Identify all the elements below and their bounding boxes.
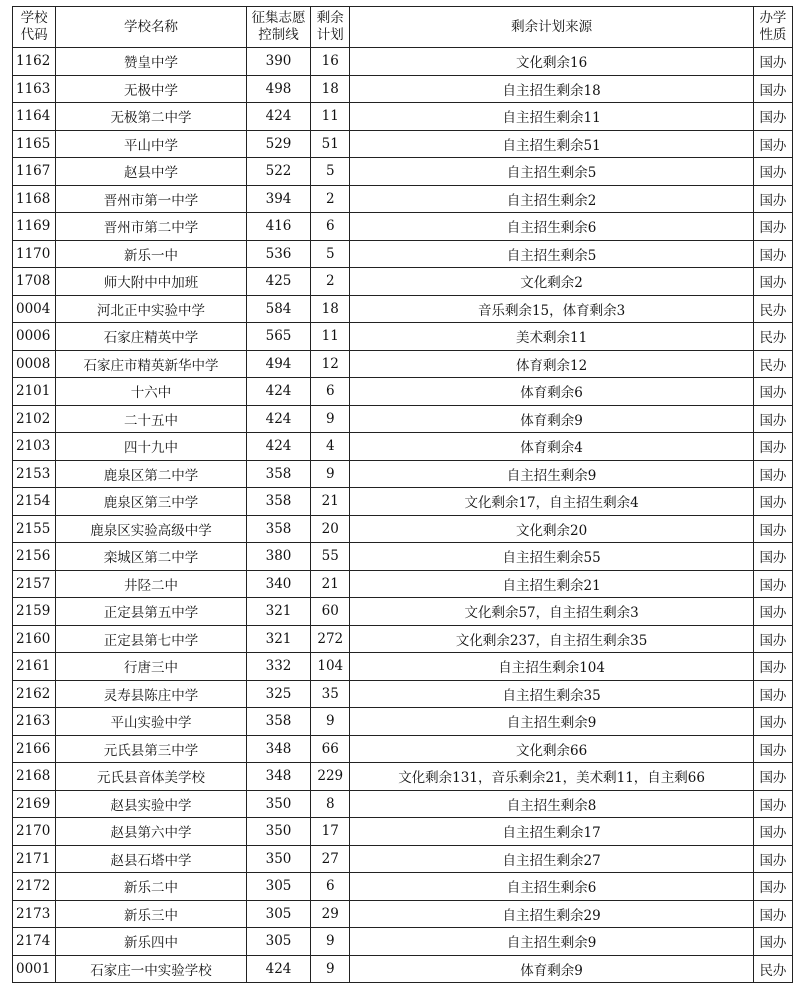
cell-school-type: 国办 bbox=[753, 653, 792, 681]
admission-plan-table bbox=[12, 6, 793, 983]
cell-school-code: 2160 bbox=[13, 625, 56, 653]
table-row bbox=[13, 515, 793, 543]
table-row bbox=[13, 405, 793, 433]
header-line: 计划 bbox=[316, 27, 344, 43]
cell-control-line: 348 bbox=[246, 763, 310, 791]
header-school-name bbox=[56, 7, 247, 48]
table-row bbox=[13, 240, 793, 268]
cell-school-type: 国办 bbox=[753, 433, 792, 461]
cell-remaining-plan: 35 bbox=[311, 680, 350, 708]
table-header bbox=[13, 7, 793, 48]
table-row bbox=[13, 625, 793, 653]
table-row bbox=[13, 103, 793, 131]
cell-remaining-plan: 55 bbox=[311, 543, 350, 571]
cell-school-code: 2173 bbox=[13, 900, 56, 928]
cell-remaining-plan: 21 bbox=[311, 488, 350, 516]
cell-school-name: 正定县第五中学 bbox=[56, 598, 247, 626]
cell-school-name: 新乐二中 bbox=[56, 873, 247, 901]
cell-plan-source: 自主招生剩余35 bbox=[350, 680, 754, 708]
cell-control-line: 390 bbox=[246, 48, 310, 76]
cell-school-name: 新乐三中 bbox=[56, 900, 247, 928]
cell-remaining-plan: 5 bbox=[311, 240, 350, 268]
cell-school-type: 民办 bbox=[753, 955, 792, 983]
header-line: 剩余 bbox=[316, 10, 344, 26]
table-row bbox=[13, 48, 793, 76]
cell-school-type: 国办 bbox=[753, 405, 792, 433]
cell-school-name: 赵县实验中学 bbox=[56, 790, 247, 818]
table-row bbox=[13, 735, 793, 763]
cell-school-code: 0001 bbox=[13, 955, 56, 983]
header-line: 控制线 bbox=[258, 27, 299, 43]
cell-plan-source: 美术剩余11 bbox=[350, 323, 754, 351]
table-row bbox=[13, 295, 793, 323]
cell-control-line: 321 bbox=[246, 625, 310, 653]
table-row bbox=[13, 845, 793, 873]
cell-control-line: 424 bbox=[246, 378, 310, 406]
cell-remaining-plan: 6 bbox=[311, 213, 350, 241]
cell-school-type: 民办 bbox=[753, 295, 792, 323]
table-row bbox=[13, 460, 793, 488]
cell-school-type: 国办 bbox=[753, 928, 792, 956]
cell-plan-source: 文化剩余66 bbox=[350, 735, 754, 763]
cell-plan-source: 文化剩余57，自主招生剩余3 bbox=[350, 598, 754, 626]
cell-plan-source: 自主招生剩余18 bbox=[350, 75, 754, 103]
table-row bbox=[13, 928, 793, 956]
cell-school-name: 元氏县第三中学 bbox=[56, 735, 247, 763]
cell-school-name: 新乐四中 bbox=[56, 928, 247, 956]
table-row bbox=[13, 598, 793, 626]
cell-remaining-plan: 2 bbox=[311, 185, 350, 213]
cell-control-line: 332 bbox=[246, 653, 310, 681]
table-row bbox=[13, 378, 793, 406]
cell-school-type: 国办 bbox=[753, 460, 792, 488]
cell-control-line: 529 bbox=[246, 130, 310, 158]
cell-control-line: 358 bbox=[246, 708, 310, 736]
cell-plan-source: 文化剩余16 bbox=[350, 48, 754, 76]
cell-school-code: 1169 bbox=[13, 213, 56, 241]
cell-control-line: 380 bbox=[246, 543, 310, 571]
table-row bbox=[13, 818, 793, 846]
cell-school-type: 国办 bbox=[753, 845, 792, 873]
table-row bbox=[13, 543, 793, 571]
cell-school-name: 四十九中 bbox=[56, 433, 247, 461]
table-row bbox=[13, 185, 793, 213]
cell-school-code: 1163 bbox=[13, 75, 56, 103]
cell-school-code: 2102 bbox=[13, 405, 56, 433]
cell-school-name: 石家庄一中实验学校 bbox=[56, 955, 247, 983]
cell-remaining-plan: 229 bbox=[311, 763, 350, 791]
cell-school-code: 2174 bbox=[13, 928, 56, 956]
cell-remaining-plan: 29 bbox=[311, 900, 350, 928]
cell-remaining-plan: 8 bbox=[311, 790, 350, 818]
table-row bbox=[13, 708, 793, 736]
cell-school-type: 国办 bbox=[753, 625, 792, 653]
cell-plan-source: 自主招生剩余2 bbox=[350, 185, 754, 213]
cell-school-code: 2163 bbox=[13, 708, 56, 736]
cell-remaining-plan: 12 bbox=[311, 350, 350, 378]
cell-remaining-plan: 6 bbox=[311, 873, 350, 901]
cell-remaining-plan: 5 bbox=[311, 158, 350, 186]
cell-school-type: 国办 bbox=[753, 103, 792, 131]
table-row bbox=[13, 763, 793, 791]
cell-school-code: 2169 bbox=[13, 790, 56, 818]
cell-control-line: 424 bbox=[246, 103, 310, 131]
header-line: 性质 bbox=[759, 27, 787, 43]
cell-school-type: 国办 bbox=[753, 543, 792, 571]
cell-plan-source: 自主招生剩余8 bbox=[350, 790, 754, 818]
table-row bbox=[13, 130, 793, 158]
table-row bbox=[13, 158, 793, 186]
cell-control-line: 348 bbox=[246, 735, 310, 763]
cell-remaining-plan: 9 bbox=[311, 955, 350, 983]
cell-school-name: 十六中 bbox=[56, 378, 247, 406]
cell-school-name: 行唐三中 bbox=[56, 653, 247, 681]
cell-plan-source: 体育剩余9 bbox=[350, 955, 754, 983]
table-row bbox=[13, 790, 793, 818]
cell-school-name: 元氏县音体美学校 bbox=[56, 763, 247, 791]
cell-school-name: 河北正中实验中学 bbox=[56, 295, 247, 323]
table-body bbox=[13, 48, 793, 983]
cell-control-line: 305 bbox=[246, 900, 310, 928]
cell-plan-source: 自主招生剩余6 bbox=[350, 873, 754, 901]
table-row bbox=[13, 213, 793, 241]
cell-school-code: 2171 bbox=[13, 845, 56, 873]
cell-remaining-plan: 104 bbox=[311, 653, 350, 681]
cell-remaining-plan: 20 bbox=[311, 515, 350, 543]
cell-school-name: 赵县中学 bbox=[56, 158, 247, 186]
cell-school-type: 国办 bbox=[753, 735, 792, 763]
table-row bbox=[13, 955, 793, 983]
cell-school-code: 2166 bbox=[13, 735, 56, 763]
cell-remaining-plan: 9 bbox=[311, 460, 350, 488]
cell-control-line: 565 bbox=[246, 323, 310, 351]
cell-control-line: 394 bbox=[246, 185, 310, 213]
cell-school-type: 国办 bbox=[753, 488, 792, 516]
cell-school-code: 2159 bbox=[13, 598, 56, 626]
cell-plan-source: 体育剩余4 bbox=[350, 433, 754, 461]
cell-school-name: 栾城区第二中学 bbox=[56, 543, 247, 571]
table-row bbox=[13, 488, 793, 516]
cell-control-line: 416 bbox=[246, 213, 310, 241]
cell-control-line: 522 bbox=[246, 158, 310, 186]
cell-control-line: 305 bbox=[246, 928, 310, 956]
cell-school-type: 民办 bbox=[753, 323, 792, 351]
cell-control-line: 494 bbox=[246, 350, 310, 378]
table-row bbox=[13, 900, 793, 928]
cell-school-name: 新乐一中 bbox=[56, 240, 247, 268]
cell-school-name: 师大附中中加班 bbox=[56, 268, 247, 296]
cell-plan-source: 自主招生剩余17 bbox=[350, 818, 754, 846]
cell-control-line: 358 bbox=[246, 488, 310, 516]
table-row bbox=[13, 433, 793, 461]
table-row bbox=[13, 268, 793, 296]
table-row bbox=[13, 653, 793, 681]
cell-school-code: 1708 bbox=[13, 268, 56, 296]
cell-remaining-plan: 11 bbox=[311, 323, 350, 351]
cell-school-type: 国办 bbox=[753, 570, 792, 598]
header-line: 代码 bbox=[20, 27, 48, 43]
cell-school-code: 1162 bbox=[13, 48, 56, 76]
cell-school-code: 2153 bbox=[13, 460, 56, 488]
cell-school-name: 赵县石塔中学 bbox=[56, 845, 247, 873]
cell-plan-source: 自主招生剩余21 bbox=[350, 570, 754, 598]
header-school-type bbox=[753, 7, 792, 48]
header-control-line bbox=[246, 7, 310, 48]
cell-school-type: 国办 bbox=[753, 680, 792, 708]
cell-remaining-plan: 18 bbox=[311, 75, 350, 103]
cell-plan-source: 自主招生剩余104 bbox=[350, 653, 754, 681]
header-line: 学校 bbox=[20, 10, 48, 26]
cell-school-type: 国办 bbox=[753, 130, 792, 158]
cell-plan-source: 文化剩余131，音乐剩余21，美术剩11，自主剩66 bbox=[350, 763, 754, 791]
cell-plan-source: 自主招生剩余5 bbox=[350, 158, 754, 186]
cell-school-code: 2101 bbox=[13, 378, 56, 406]
cell-school-code: 2170 bbox=[13, 818, 56, 846]
cell-remaining-plan: 18 bbox=[311, 295, 350, 323]
cell-school-type: 国办 bbox=[753, 213, 792, 241]
cell-remaining-plan: 60 bbox=[311, 598, 350, 626]
cell-control-line: 424 bbox=[246, 405, 310, 433]
cell-plan-source: 体育剩余6 bbox=[350, 378, 754, 406]
cell-control-line: 325 bbox=[246, 680, 310, 708]
cell-plan-source: 自主招生剩余9 bbox=[350, 460, 754, 488]
cell-remaining-plan: 51 bbox=[311, 130, 350, 158]
cell-plan-source: 音乐剩余15，体育剩余3 bbox=[350, 295, 754, 323]
cell-plan-source: 文化剩余17，自主招生剩余4 bbox=[350, 488, 754, 516]
cell-control-line: 350 bbox=[246, 790, 310, 818]
cell-school-code: 1168 bbox=[13, 185, 56, 213]
cell-plan-source: 自主招生剩余29 bbox=[350, 900, 754, 928]
cell-school-name: 二十五中 bbox=[56, 405, 247, 433]
cell-plan-source: 体育剩余9 bbox=[350, 405, 754, 433]
cell-school-code: 2161 bbox=[13, 653, 56, 681]
cell-remaining-plan: 4 bbox=[311, 433, 350, 461]
table-row bbox=[13, 680, 793, 708]
cell-school-type: 国办 bbox=[753, 598, 792, 626]
cell-plan-source: 自主招生剩余55 bbox=[350, 543, 754, 571]
header-line: 剩余计划来源 bbox=[511, 18, 593, 35]
header-line: 征集志愿 bbox=[251, 10, 306, 26]
cell-school-type: 国办 bbox=[753, 818, 792, 846]
cell-school-name: 鹿泉区第二中学 bbox=[56, 460, 247, 488]
cell-school-code: 2168 bbox=[13, 763, 56, 791]
cell-remaining-plan: 9 bbox=[311, 405, 350, 433]
cell-plan-source: 自主招生剩余9 bbox=[350, 708, 754, 736]
cell-control-line: 350 bbox=[246, 845, 310, 873]
cell-school-code: 2157 bbox=[13, 570, 56, 598]
cell-school-type: 国办 bbox=[753, 378, 792, 406]
cell-school-name: 正定县第七中学 bbox=[56, 625, 247, 653]
cell-control-line: 340 bbox=[246, 570, 310, 598]
cell-remaining-plan: 16 bbox=[311, 48, 350, 76]
cell-school-type: 国办 bbox=[753, 185, 792, 213]
cell-remaining-plan: 2 bbox=[311, 268, 350, 296]
cell-school-name: 晋州市第二中学 bbox=[56, 213, 247, 241]
cell-school-code: 0006 bbox=[13, 323, 56, 351]
cell-control-line: 358 bbox=[246, 515, 310, 543]
cell-school-name: 石家庄精英中学 bbox=[56, 323, 247, 351]
cell-school-code: 0008 bbox=[13, 350, 56, 378]
cell-control-line: 584 bbox=[246, 295, 310, 323]
cell-school-type: 国办 bbox=[753, 240, 792, 268]
cell-school-name: 平山中学 bbox=[56, 130, 247, 158]
cell-school-code: 2162 bbox=[13, 680, 56, 708]
cell-remaining-plan: 6 bbox=[311, 378, 350, 406]
header-row bbox=[13, 7, 793, 48]
table-row bbox=[13, 350, 793, 378]
cell-plan-source: 文化剩余2 bbox=[350, 268, 754, 296]
table-row bbox=[13, 75, 793, 103]
cell-school-type: 国办 bbox=[753, 790, 792, 818]
cell-remaining-plan: 272 bbox=[311, 625, 350, 653]
cell-school-code: 2154 bbox=[13, 488, 56, 516]
table-row bbox=[13, 323, 793, 351]
cell-remaining-plan: 66 bbox=[311, 735, 350, 763]
header-line: 办学 bbox=[759, 10, 787, 26]
cell-school-type: 国办 bbox=[753, 763, 792, 791]
cell-school-name: 井陉二中 bbox=[56, 570, 247, 598]
header-school-code bbox=[13, 7, 56, 48]
cell-school-type: 国办 bbox=[753, 515, 792, 543]
cell-school-name: 灵寿县陈庄中学 bbox=[56, 680, 247, 708]
cell-control-line: 350 bbox=[246, 818, 310, 846]
cell-school-name: 赵县第六中学 bbox=[56, 818, 247, 846]
cell-school-name: 鹿泉区实验高级中学 bbox=[56, 515, 247, 543]
cell-school-type: 国办 bbox=[753, 48, 792, 76]
cell-control-line: 358 bbox=[246, 460, 310, 488]
cell-plan-source: 体育剩余12 bbox=[350, 350, 754, 378]
cell-school-code: 1165 bbox=[13, 130, 56, 158]
cell-school-type: 国办 bbox=[753, 900, 792, 928]
cell-school-type: 国办 bbox=[753, 708, 792, 736]
cell-school-code: 1167 bbox=[13, 158, 56, 186]
cell-control-line: 424 bbox=[246, 955, 310, 983]
cell-control-line: 321 bbox=[246, 598, 310, 626]
header-plan-source bbox=[350, 7, 754, 48]
cell-school-type: 国办 bbox=[753, 158, 792, 186]
cell-plan-source: 文化剩余20 bbox=[350, 515, 754, 543]
cell-control-line: 305 bbox=[246, 873, 310, 901]
cell-remaining-plan: 11 bbox=[311, 103, 350, 131]
cell-school-name: 晋州市第一中学 bbox=[56, 185, 247, 213]
cell-plan-source: 文化剩余237，自主招生剩余35 bbox=[350, 625, 754, 653]
cell-plan-source: 自主招生剩余6 bbox=[350, 213, 754, 241]
cell-remaining-plan: 27 bbox=[311, 845, 350, 873]
cell-plan-source: 自主招生剩余5 bbox=[350, 240, 754, 268]
cell-school-name: 石家庄市精英新华中学 bbox=[56, 350, 247, 378]
cell-control-line: 424 bbox=[246, 433, 310, 461]
cell-school-type: 国办 bbox=[753, 75, 792, 103]
cell-plan-source: 自主招生剩余27 bbox=[350, 845, 754, 873]
header-line: 学校名称 bbox=[123, 18, 178, 35]
cell-school-name: 鹿泉区第三中学 bbox=[56, 488, 247, 516]
cell-school-code: 2155 bbox=[13, 515, 56, 543]
cell-school-code: 2156 bbox=[13, 543, 56, 571]
cell-school-name: 赞皇中学 bbox=[56, 48, 247, 76]
cell-plan-source: 自主招生剩余51 bbox=[350, 130, 754, 158]
cell-school-code: 0004 bbox=[13, 295, 56, 323]
cell-school-name: 无极中学 bbox=[56, 75, 247, 103]
cell-remaining-plan: 21 bbox=[311, 570, 350, 598]
cell-remaining-plan: 9 bbox=[311, 708, 350, 736]
cell-school-type: 国办 bbox=[753, 873, 792, 901]
header-remaining-plan bbox=[311, 7, 350, 48]
cell-school-code: 1170 bbox=[13, 240, 56, 268]
cell-school-code: 2172 bbox=[13, 873, 56, 901]
table-row bbox=[13, 873, 793, 901]
cell-control-line: 498 bbox=[246, 75, 310, 103]
cell-control-line: 536 bbox=[246, 240, 310, 268]
cell-remaining-plan: 17 bbox=[311, 818, 350, 846]
cell-control-line: 425 bbox=[246, 268, 310, 296]
cell-school-type: 国办 bbox=[753, 268, 792, 296]
cell-school-name: 平山实验中学 bbox=[56, 708, 247, 736]
cell-plan-source: 自主招生剩余9 bbox=[350, 928, 754, 956]
cell-plan-source: 自主招生剩余11 bbox=[350, 103, 754, 131]
cell-school-code: 1164 bbox=[13, 103, 56, 131]
cell-remaining-plan: 9 bbox=[311, 928, 350, 956]
cell-school-name: 无极第二中学 bbox=[56, 103, 247, 131]
cell-school-type: 民办 bbox=[753, 350, 792, 378]
table-row bbox=[13, 570, 793, 598]
cell-school-code: 2103 bbox=[13, 433, 56, 461]
